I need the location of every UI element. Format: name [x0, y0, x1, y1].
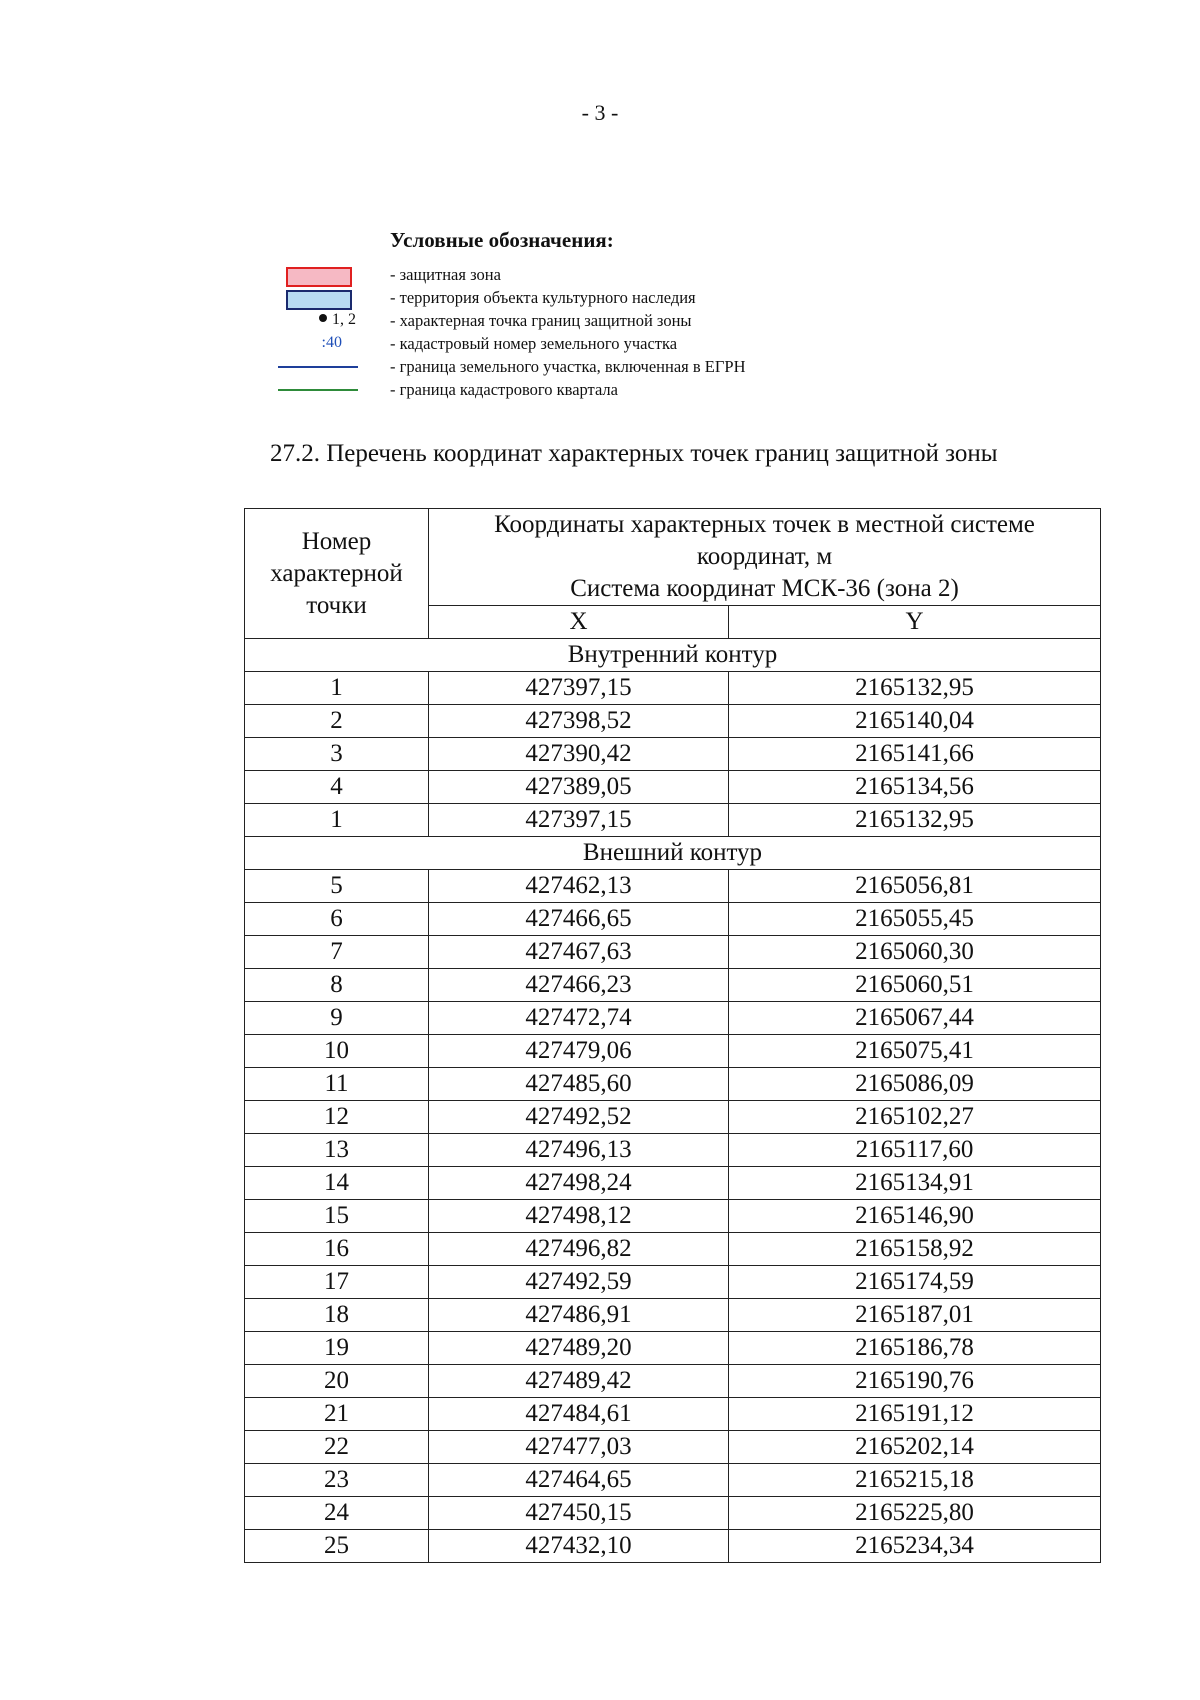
- table-row: [245, 1299, 1101, 1332]
- table-row: [245, 1167, 1101, 1200]
- table-row: [245, 771, 1101, 804]
- x-coordinate-cell: 427432,10: [429, 1530, 729, 1563]
- legend-title: Условные обозначения:: [390, 228, 614, 252]
- point-number-cell: 22: [245, 1431, 429, 1464]
- table-row: [245, 738, 1101, 771]
- table-row: [245, 1134, 1101, 1167]
- cadastral-symbol-text: :40: [321, 334, 342, 351]
- inner-contour-row: [245, 639, 1101, 672]
- x-coordinate-cell: 427397,15: [429, 672, 729, 705]
- table-row: [245, 936, 1101, 969]
- x-coordinate-cell: 427479,06: [429, 1035, 729, 1068]
- table-row: [245, 1530, 1101, 1563]
- y-coordinate-cell: 2165215,18: [729, 1464, 1101, 1497]
- x-coordinate-cell: 427466,23: [429, 969, 729, 1002]
- table-row: [245, 903, 1101, 936]
- legend-item-label: - граница земельного участка, включенная в ЕГРН: [390, 357, 746, 376]
- point-dot-icon: [319, 314, 327, 322]
- outer-contour-row: [245, 837, 1101, 870]
- point-number-cell: 2: [245, 705, 429, 738]
- table-row: [245, 969, 1101, 1002]
- point-symbol-text: 1, 2: [332, 311, 356, 328]
- y-coordinate-cell: 2165102,27: [729, 1101, 1101, 1134]
- legend-item-protective-zone: [270, 264, 910, 286]
- characteristic-point-symbol: [270, 310, 356, 332]
- x-coordinate-cell: 427492,52: [429, 1101, 729, 1134]
- x-coordinate-cell: 427489,20: [429, 1332, 729, 1365]
- table-row: [245, 1035, 1101, 1068]
- y-coordinate-cell: 2165158,92: [729, 1233, 1101, 1266]
- point-number-cell: 7: [245, 936, 429, 969]
- point-number-cell: 10: [245, 1035, 429, 1068]
- point-number-cell: 16: [245, 1233, 429, 1266]
- table-row: [245, 1398, 1101, 1431]
- cadastral-number-symbol: [270, 333, 356, 355]
- x-coordinate-cell: 427389,05: [429, 771, 729, 804]
- x-coordinate-cell: 427462,13: [429, 870, 729, 903]
- parcel-boundary-line-icon: [270, 356, 356, 378]
- point-number-cell: 15: [245, 1200, 429, 1233]
- x-coordinate-cell: 427472,74: [429, 1002, 729, 1035]
- y-coordinate-cell: 2165140,04: [729, 705, 1101, 738]
- x-coordinate-cell: 427467,63: [429, 936, 729, 969]
- x-coordinate-cell: 427485,60: [429, 1068, 729, 1101]
- section-heading: 27.2. Перечень координат характерных точек границ защитной зоны: [270, 440, 998, 467]
- legend-item-characteristic-point: [270, 310, 910, 332]
- y-coordinate-cell: 2165190,76: [729, 1365, 1101, 1398]
- point-number-cell: 6: [245, 903, 429, 936]
- point-number-cell: 18: [245, 1299, 429, 1332]
- y-coordinate-cell: 2165134,91: [729, 1167, 1101, 1200]
- table-row: [245, 672, 1101, 705]
- legend-item-label: - граница кадастрового квартала: [390, 380, 618, 399]
- table-row: [245, 1431, 1101, 1464]
- y-coordinate-cell: 2165060,30: [729, 936, 1101, 969]
- table-row: [245, 1464, 1101, 1497]
- y-coordinate-cell: 2165132,95: [729, 672, 1101, 705]
- legend-item-quarter-boundary: [270, 379, 910, 401]
- legend-item-heritage-territory: [270, 287, 910, 309]
- protective-zone-symbol: [270, 264, 356, 286]
- point-number-cell: 17: [245, 1266, 429, 1299]
- x-coordinate-cell: 427496,82: [429, 1233, 729, 1266]
- point-number-cell: 21: [245, 1398, 429, 1431]
- y-coordinate-cell: 2165186,78: [729, 1332, 1101, 1365]
- header-point-number: Номер характерной точки: [245, 509, 429, 639]
- y-coordinate-cell: 2165174,59: [729, 1266, 1101, 1299]
- y-coordinate-cell: 2165086,09: [729, 1068, 1101, 1101]
- x-coordinate-cell: 427450,15: [429, 1497, 729, 1530]
- y-coordinate-cell: 2165225,80: [729, 1497, 1101, 1530]
- point-number-cell: 1: [245, 672, 429, 705]
- y-coordinate-cell: 2165191,12: [729, 1398, 1101, 1431]
- y-coordinate-cell: 2165056,81: [729, 870, 1101, 903]
- y-coordinate-cell: 2165146,90: [729, 1200, 1101, 1233]
- legend-item-label: - характерная точка границ защитной зоны: [390, 311, 692, 330]
- point-number-cell: 4: [245, 771, 429, 804]
- y-coordinate-cell: 2165134,56: [729, 771, 1101, 804]
- table-row: [245, 1068, 1101, 1101]
- x-coordinate-cell: 427390,42: [429, 738, 729, 771]
- page-number: - 3 -: [581, 100, 619, 125]
- legend-item-label: - кадастровый номер земельного участка: [390, 334, 678, 353]
- x-coordinate-cell: 427492,59: [429, 1266, 729, 1299]
- header-coordinate-system: Координаты характерных точек в местной системе координат, м Система координат МСК-36 (зона 2): [429, 509, 1101, 606]
- point-number-cell: 11: [245, 1068, 429, 1101]
- table-row: [245, 804, 1101, 837]
- y-coordinate-cell: 2165234,34: [729, 1530, 1101, 1563]
- point-number-cell: 5: [245, 870, 429, 903]
- x-coordinate-cell: 427484,61: [429, 1398, 729, 1431]
- legend-item-label: - территория объекта культурного наследия: [390, 288, 696, 307]
- x-coordinate-cell: 427496,13: [429, 1134, 729, 1167]
- legend-item-label: - защитная зона: [390, 265, 501, 284]
- point-number-cell: 9: [245, 1002, 429, 1035]
- coordinates-table: [244, 508, 1101, 1563]
- header-y: Y: [729, 606, 1101, 639]
- point-number-cell: 1: [245, 804, 429, 837]
- y-coordinate-cell: 2165117,60: [729, 1134, 1101, 1167]
- table-row: [245, 1002, 1101, 1035]
- quarter-boundary-line-icon: [270, 379, 356, 401]
- x-coordinate-cell: 427466,65: [429, 903, 729, 936]
- y-coordinate-cell: 2165141,66: [729, 738, 1101, 771]
- y-coordinate-cell: 2165075,41: [729, 1035, 1101, 1068]
- heritage-territory-symbol: [270, 287, 356, 309]
- point-number-cell: 12: [245, 1101, 429, 1134]
- y-coordinate-cell: 2165202,14: [729, 1431, 1101, 1464]
- point-number-cell: 8: [245, 969, 429, 1002]
- x-coordinate-cell: 427398,52: [429, 705, 729, 738]
- header-x: X: [429, 606, 729, 639]
- x-coordinate-cell: 427477,03: [429, 1431, 729, 1464]
- table-row: [245, 1497, 1101, 1530]
- point-number-cell: 23: [245, 1464, 429, 1497]
- table-row: [245, 1332, 1101, 1365]
- table-row: [245, 1365, 1101, 1398]
- point-number-cell: 24: [245, 1497, 429, 1530]
- table-row: [245, 1200, 1101, 1233]
- x-coordinate-cell: 427498,12: [429, 1200, 729, 1233]
- legend-item-cadastral-number: [270, 333, 910, 355]
- table-row: [245, 1101, 1101, 1134]
- y-coordinate-cell: 2165060,51: [729, 969, 1101, 1002]
- table-row: [245, 1266, 1101, 1299]
- contour-label: Внешний контур: [245, 837, 1101, 870]
- table-row: [245, 705, 1101, 738]
- y-coordinate-cell: 2165132,95: [729, 804, 1101, 837]
- point-number-cell: 25: [245, 1530, 429, 1563]
- table-row: [245, 870, 1101, 903]
- point-number-cell: 13: [245, 1134, 429, 1167]
- point-number-cell: 3: [245, 738, 429, 771]
- table-body: [245, 639, 1101, 1563]
- x-coordinate-cell: 427498,24: [429, 1167, 729, 1200]
- point-number-cell: 20: [245, 1365, 429, 1398]
- x-coordinate-cell: 427489,42: [429, 1365, 729, 1398]
- x-coordinate-cell: 427464,65: [429, 1464, 729, 1497]
- contour-label: Внутренний контур: [245, 639, 1101, 672]
- x-coordinate-cell: 427397,15: [429, 804, 729, 837]
- y-coordinate-cell: 2165187,01: [729, 1299, 1101, 1332]
- legend-item-parcel-boundary: [270, 356, 910, 378]
- table-row: [245, 1233, 1101, 1266]
- point-number-cell: 14: [245, 1167, 429, 1200]
- y-coordinate-cell: 2165055,45: [729, 903, 1101, 936]
- y-coordinate-cell: 2165067,44: [729, 1002, 1101, 1035]
- point-number-cell: 19: [245, 1332, 429, 1365]
- x-coordinate-cell: 427486,91: [429, 1299, 729, 1332]
